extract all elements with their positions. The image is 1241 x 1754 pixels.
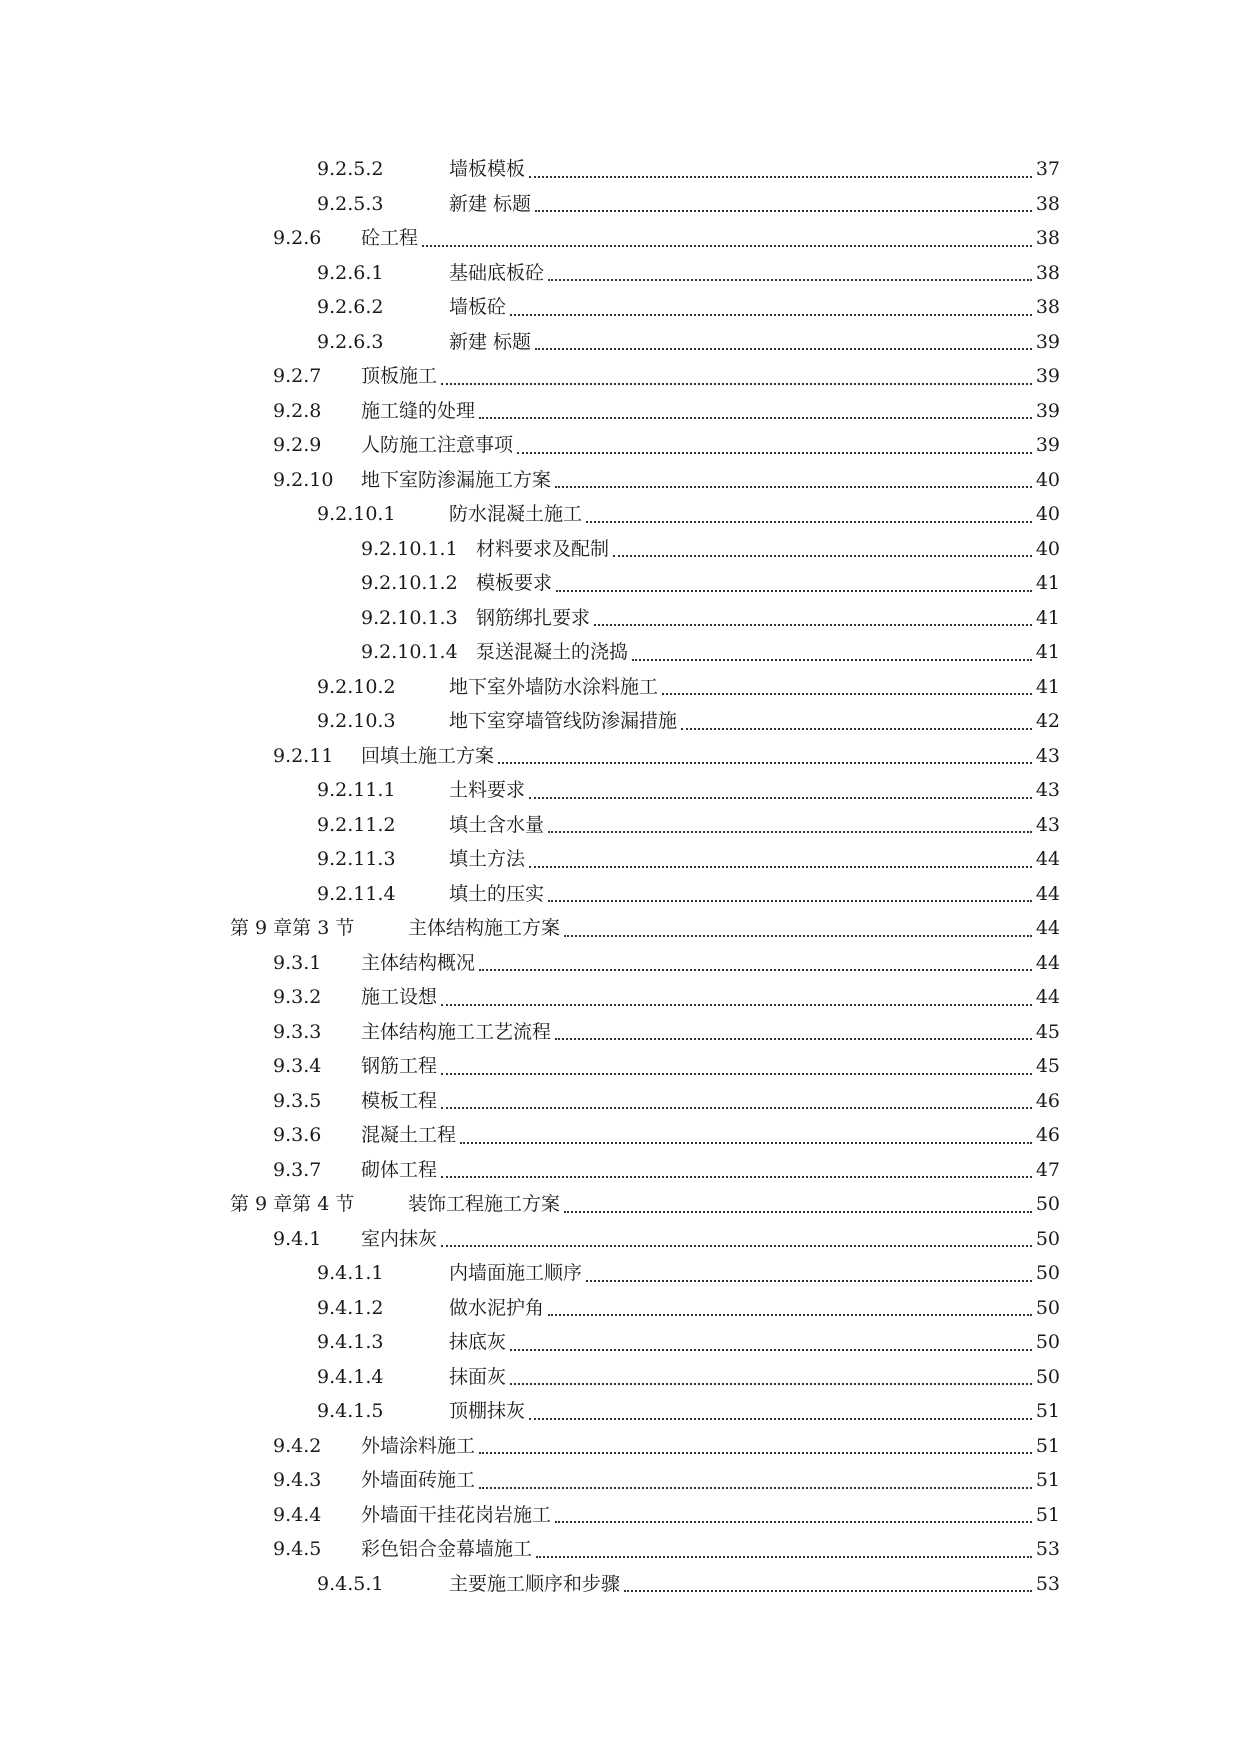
toc-entry-number: 9.2.10 xyxy=(273,468,334,491)
toc-entry-title: 主体结构施工方案 xyxy=(408,917,561,939)
toc-entry-number: 9.3.4 xyxy=(273,1055,322,1077)
toc-entry-title: 砌体工程 xyxy=(361,1158,438,1181)
toc-entry-title: 新建 标题 xyxy=(449,330,532,353)
toc-entry-number: 9.2.11.1 xyxy=(317,779,396,801)
toc-dot-leader xyxy=(510,313,1032,316)
toc-entry[interactable] xyxy=(230,842,1060,877)
toc-entry-title: 钢筋工程 xyxy=(361,1055,438,1077)
toc-entry-title: 外墙面干挂花岗岩施工 xyxy=(361,1503,552,1526)
toc-entry-number: 9.2.5.2 xyxy=(317,158,384,180)
toc-dot-leader xyxy=(422,244,1032,247)
toc-entry-number: 9.2.11.3 xyxy=(317,848,396,870)
toc-entry-number: 9.2.5.3 xyxy=(317,192,384,215)
toc-entry-title: 施工设想 xyxy=(361,986,438,1008)
toc-entry[interactable] xyxy=(230,1153,1060,1188)
toc-entry-page-number: 42 xyxy=(1035,710,1060,732)
toc-entry[interactable] xyxy=(230,1015,1060,1050)
toc-entry[interactable] xyxy=(230,1360,1060,1395)
toc-entry-title: 彩色铝合金幕墙施工 xyxy=(361,1538,533,1560)
toc-entry-title: 抹底灰 xyxy=(449,1331,507,1353)
toc-entry-page-number: 51 xyxy=(1035,1400,1060,1422)
toc-entry-title: 主要施工顺序和步骤 xyxy=(449,1572,621,1595)
toc-entry[interactable] xyxy=(230,1256,1060,1291)
toc-dot-leader xyxy=(548,830,1032,833)
toc-entry[interactable] xyxy=(230,428,1060,463)
toc-entry-number: 9.4.1.1 xyxy=(317,1262,384,1284)
toc-entry-page-number: 50 xyxy=(1035,1262,1060,1284)
toc-entry[interactable] xyxy=(230,1187,1060,1222)
toc-entry-title: 地下室穿墙管线防渗漏措施 xyxy=(449,710,678,732)
toc-dot-leader xyxy=(556,589,1032,592)
toc-entry-page-number: 46 xyxy=(1035,1089,1060,1112)
toc-entry-page-number: 43 xyxy=(1035,744,1060,767)
toc-entry[interactable] xyxy=(230,1222,1060,1257)
toc-dot-leader xyxy=(479,1486,1032,1489)
toc-entry-page-number: 50 xyxy=(1035,1331,1060,1353)
toc-entry-page-number: 44 xyxy=(1035,986,1060,1008)
toc-dot-leader xyxy=(510,1382,1032,1385)
toc-entry-title: 地下室防渗漏施工方案 xyxy=(361,468,552,491)
table-of-contents xyxy=(230,152,1060,1601)
toc-entry[interactable] xyxy=(230,1394,1060,1429)
toc-dot-leader xyxy=(529,175,1032,178)
toc-entry-title: 外墙面砖施工 xyxy=(361,1469,476,1491)
toc-entry-page-number: 51 xyxy=(1035,1503,1060,1526)
toc-entry-page-number: 38 xyxy=(1035,227,1060,249)
toc-entry[interactable] xyxy=(230,739,1060,774)
toc-entry-title: 施工缝的处理 xyxy=(361,399,476,422)
toc-dot-leader xyxy=(517,451,1032,454)
toc-entry-title: 顶板施工 xyxy=(361,365,438,387)
toc-dot-leader xyxy=(632,658,1032,661)
toc-entry-page-number: 44 xyxy=(1035,848,1060,870)
toc-entry-page-number: 50 xyxy=(1035,1365,1060,1388)
toc-dot-leader xyxy=(479,1451,1032,1454)
toc-entry[interactable] xyxy=(230,394,1060,429)
toc-entry-page-number: 43 xyxy=(1035,813,1060,836)
toc-entry-title: 顶棚抹灰 xyxy=(449,1400,526,1422)
toc-entry-number: 9.3.5 xyxy=(273,1089,322,1112)
toc-entry[interactable] xyxy=(230,808,1060,843)
toc-entry[interactable] xyxy=(230,256,1060,291)
toc-entry-title: 填土的压实 xyxy=(449,882,545,905)
toc-entry-number: 9.4.5 xyxy=(273,1538,322,1560)
toc-entry-number: 9.2.11 xyxy=(273,744,334,767)
toc-entry-number: 第 9 章第 3 节 xyxy=(230,917,355,939)
toc-dot-leader xyxy=(548,1313,1032,1316)
toc-dot-leader xyxy=(586,520,1032,523)
toc-entry-number: 9.3.3 xyxy=(273,1020,322,1043)
toc-dot-leader xyxy=(555,1520,1032,1523)
toc-dot-leader xyxy=(548,899,1032,902)
toc-entry-number: 9.4.1 xyxy=(273,1227,322,1250)
toc-dot-leader xyxy=(479,416,1032,419)
toc-entry[interactable] xyxy=(230,497,1060,532)
toc-entry-number: 9.4.1.3 xyxy=(317,1331,384,1353)
toc-entry-number: 9.2.10.1.4 xyxy=(361,641,458,663)
toc-dot-leader xyxy=(479,968,1032,971)
toc-entry-page-number: 51 xyxy=(1035,1469,1060,1491)
toc-entry-title: 模板工程 xyxy=(361,1089,438,1112)
toc-entry[interactable] xyxy=(230,1291,1060,1326)
toc-entry-number: 9.2.9 xyxy=(273,434,322,456)
toc-entry-page-number: 44 xyxy=(1035,951,1060,974)
toc-entry-number: 第 9 章第 4 节 xyxy=(230,1193,355,1215)
toc-entry-page-number: 45 xyxy=(1035,1020,1060,1043)
toc-entry[interactable] xyxy=(230,1118,1060,1153)
toc-entry[interactable] xyxy=(230,946,1060,981)
toc-entry[interactable] xyxy=(230,980,1060,1015)
toc-entry-number: 9.2.10.2 xyxy=(317,675,396,698)
toc-entry-page-number: 44 xyxy=(1035,882,1060,905)
toc-entry-title: 抹面灰 xyxy=(449,1365,507,1388)
toc-dot-leader xyxy=(662,692,1032,695)
toc-dot-leader xyxy=(441,382,1032,385)
toc-entry-page-number: 40 xyxy=(1035,537,1060,560)
toc-dot-leader xyxy=(529,865,1032,868)
toc-entry[interactable] xyxy=(230,152,1060,187)
toc-entry-title: 主体结构施工工艺流程 xyxy=(361,1020,552,1043)
toc-dot-leader xyxy=(441,1244,1032,1247)
toc-entry-page-number: 47 xyxy=(1035,1158,1060,1181)
toc-entry-page-number: 39 xyxy=(1035,399,1060,422)
toc-entry-number: 9.2.10.1.2 xyxy=(361,572,458,594)
toc-dot-leader xyxy=(529,796,1032,799)
toc-entry[interactable] xyxy=(230,566,1060,601)
toc-entry[interactable] xyxy=(230,1532,1060,1567)
toc-entry-page-number: 50 xyxy=(1035,1296,1060,1319)
toc-entry-number: 9.3.7 xyxy=(273,1158,322,1181)
toc-entry-number: 9.4.1.2 xyxy=(317,1296,384,1319)
toc-entry[interactable] xyxy=(230,601,1060,636)
toc-dot-leader xyxy=(548,278,1032,281)
toc-entry-number: 9.2.6.1 xyxy=(317,261,384,284)
toc-entry-title: 新建 标题 xyxy=(449,192,532,215)
toc-entry-number: 9.2.7 xyxy=(273,365,322,387)
toc-dot-leader xyxy=(613,554,1032,557)
toc-entry-page-number: 41 xyxy=(1035,572,1060,594)
toc-entry-title: 混凝土工程 xyxy=(361,1124,457,1146)
toc-entry-title: 土料要求 xyxy=(449,779,526,801)
toc-dot-leader xyxy=(586,1279,1032,1282)
toc-dot-leader xyxy=(460,1141,1032,1144)
toc-entry-number: 9.4.3 xyxy=(273,1469,322,1491)
toc-entry-title: 基础底板砼 xyxy=(449,261,545,284)
toc-entry-number: 9.2.11.4 xyxy=(317,882,396,905)
toc-entry-title: 防水混凝土施工 xyxy=(449,503,583,525)
toc-entry-number: 9.2.6.3 xyxy=(317,330,384,353)
toc-entry-number: 9.4.4 xyxy=(273,1503,322,1526)
toc-entry-title: 材料要求及配制 xyxy=(476,537,610,560)
toc-entry-page-number: 39 xyxy=(1035,434,1060,456)
toc-dot-leader xyxy=(535,347,1032,350)
toc-dot-leader xyxy=(441,1106,1032,1109)
toc-entry[interactable] xyxy=(230,221,1060,256)
toc-entry-page-number: 51 xyxy=(1035,1434,1060,1457)
toc-entry[interactable] xyxy=(230,325,1060,360)
toc-entry[interactable] xyxy=(230,1429,1060,1464)
toc-dot-leader xyxy=(441,1003,1032,1006)
toc-dot-leader xyxy=(536,1555,1032,1558)
toc-entry-page-number: 50 xyxy=(1035,1193,1060,1215)
toc-dot-leader xyxy=(564,1210,1032,1213)
toc-entry-page-number: 37 xyxy=(1035,158,1060,180)
toc-entry-title: 泵送混凝土的浇捣 xyxy=(476,641,629,663)
toc-entry[interactable] xyxy=(230,911,1060,946)
toc-dot-leader xyxy=(498,761,1032,764)
toc-entry-title: 外墙涂料施工 xyxy=(361,1434,476,1457)
toc-entry-title: 装饰工程施工方案 xyxy=(408,1193,561,1215)
toc-entry-title: 室内抹灰 xyxy=(361,1227,438,1250)
toc-entry-title: 做水泥护角 xyxy=(449,1296,545,1319)
toc-entry[interactable] xyxy=(230,1498,1060,1533)
toc-dot-leader xyxy=(681,727,1032,730)
toc-entry-title: 主体结构概况 xyxy=(361,951,476,974)
toc-entry-number: 9.2.6.2 xyxy=(317,296,384,318)
toc-entry[interactable] xyxy=(230,290,1060,325)
toc-entry-number: 9.4.1.4 xyxy=(317,1365,384,1388)
toc-dot-leader xyxy=(510,1348,1032,1351)
toc-dot-leader xyxy=(441,1175,1032,1178)
toc-entry-page-number: 38 xyxy=(1035,192,1060,215)
toc-entry-title: 模板要求 xyxy=(476,572,553,594)
toc-entry[interactable] xyxy=(230,187,1060,222)
toc-entry-title: 填土含水量 xyxy=(449,813,545,836)
toc-entry-number: 9.4.1.5 xyxy=(317,1400,384,1422)
toc-entry-title: 地下室外墙防水涂料施工 xyxy=(449,675,659,698)
toc-entry-title: 砼工程 xyxy=(361,227,419,249)
toc-entry-title: 填土方法 xyxy=(449,848,526,870)
toc-entry-page-number: 50 xyxy=(1035,1227,1060,1250)
toc-dot-leader xyxy=(624,1589,1032,1592)
toc-entry[interactable] xyxy=(230,1325,1060,1360)
toc-entry[interactable] xyxy=(230,704,1060,739)
toc-entry-number: 9.2.10.1.3 xyxy=(361,606,458,629)
toc-entry-page-number: 41 xyxy=(1035,606,1060,629)
toc-entry-page-number: 45 xyxy=(1035,1055,1060,1077)
toc-entry-number: 9.3.1 xyxy=(273,951,322,974)
toc-entry-page-number: 39 xyxy=(1035,330,1060,353)
toc-entry-page-number: 46 xyxy=(1035,1124,1060,1146)
toc-entry-title: 墙板砼 xyxy=(449,296,507,318)
toc-entry-number: 9.2.10.1 xyxy=(317,503,396,525)
toc-entry-page-number: 39 xyxy=(1035,365,1060,387)
toc-entry-number: 9.2.8 xyxy=(273,399,322,422)
toc-dot-leader xyxy=(529,1417,1032,1420)
toc-entry-title: 墙板模板 xyxy=(449,158,526,180)
toc-entry-page-number: 38 xyxy=(1035,296,1060,318)
toc-entry-number: 9.2.11.2 xyxy=(317,813,396,836)
toc-entry-page-number: 38 xyxy=(1035,261,1060,284)
toc-entry-title: 钢筋绑扎要求 xyxy=(476,606,591,629)
toc-entry-page-number: 53 xyxy=(1035,1572,1060,1595)
toc-dot-leader xyxy=(564,934,1032,937)
toc-entry[interactable] xyxy=(230,773,1060,808)
toc-entry-number: 9.4.2 xyxy=(273,1434,322,1457)
toc-entry-page-number: 41 xyxy=(1035,675,1060,698)
toc-entry[interactable] xyxy=(230,1567,1060,1602)
toc-entry[interactable] xyxy=(230,1463,1060,1498)
toc-entry-title: 人防施工注意事项 xyxy=(361,434,514,456)
toc-entry-page-number: 40 xyxy=(1035,503,1060,525)
toc-entry-title: 内墙面施工顺序 xyxy=(449,1262,583,1284)
toc-entry-number: 9.3.2 xyxy=(273,986,322,1008)
toc-dot-leader xyxy=(555,1037,1032,1040)
toc-entry[interactable] xyxy=(230,670,1060,705)
toc-entry[interactable] xyxy=(230,635,1060,670)
toc-dot-leader xyxy=(555,485,1032,488)
toc-entry[interactable] xyxy=(230,532,1060,567)
toc-entry[interactable] xyxy=(230,1049,1060,1084)
toc-entry[interactable] xyxy=(230,359,1060,394)
toc-entry-page-number: 40 xyxy=(1035,468,1060,491)
toc-dot-leader xyxy=(441,1072,1032,1075)
toc-dot-leader xyxy=(594,623,1032,626)
toc-entry-number: 9.4.5.1 xyxy=(317,1572,384,1595)
toc-dot-leader xyxy=(535,209,1032,212)
toc-entry[interactable] xyxy=(230,877,1060,912)
toc-entry-number: 9.2.10.1.1 xyxy=(361,537,458,560)
toc-entry-page-number: 53 xyxy=(1035,1538,1060,1560)
toc-entry-page-number: 44 xyxy=(1035,917,1060,939)
toc-entry-number: 9.2.10.3 xyxy=(317,710,396,732)
toc-entry-page-number: 43 xyxy=(1035,779,1060,801)
toc-entry-page-number: 41 xyxy=(1035,641,1060,663)
toc-entry-number: 9.3.6 xyxy=(273,1124,322,1146)
toc-entry[interactable] xyxy=(230,1084,1060,1119)
toc-entry-title: 回填土施工方案 xyxy=(361,744,495,767)
toc-entry[interactable] xyxy=(230,463,1060,498)
toc-entry-number: 9.2.6 xyxy=(273,227,322,249)
